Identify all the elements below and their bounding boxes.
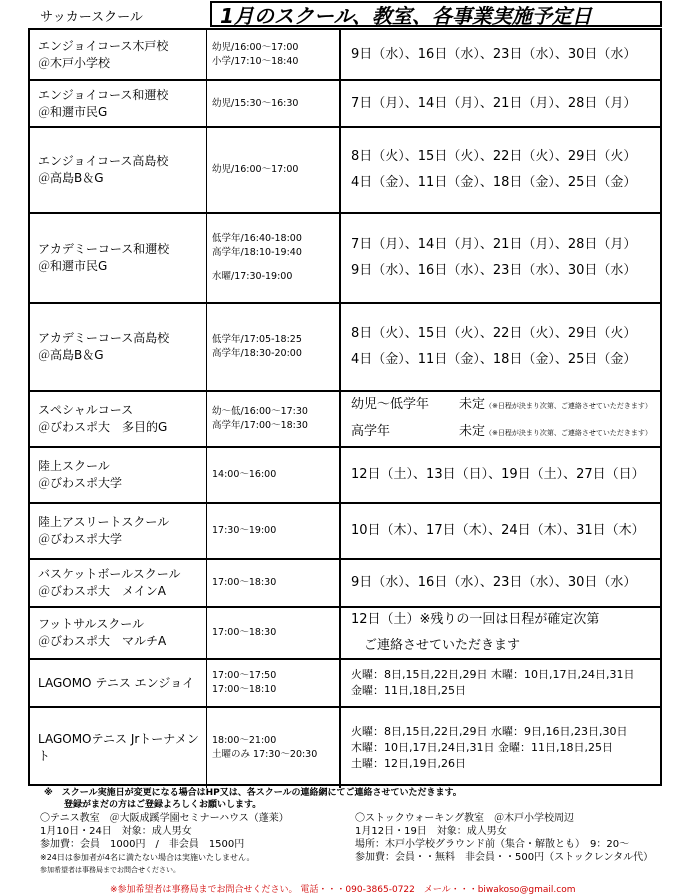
date-line: 金曜：11日,18日,25日	[351, 684, 466, 697]
course-name-line: エンジョイコース木戸校	[38, 38, 169, 53]
time-cell	[207, 660, 341, 706]
time-line: 幼～低/16:00～17:30	[212, 406, 308, 417]
header-label: サッカースクール	[40, 10, 143, 25]
walking-class-fee: 参加費：会員・・無料 非会員・・500円（ストックレンタル代）	[355, 852, 654, 863]
time-cell	[207, 708, 341, 788]
course-name-cell	[30, 660, 207, 706]
course-name-line: ＠木戸小学校	[38, 55, 111, 70]
course-name-line: エンジョイコース和邇校	[38, 87, 169, 102]
date-line: 木曜：10日,17日,24日,31日 金曜：11日,18日,25日	[351, 741, 613, 754]
table-row	[30, 128, 660, 214]
table-row	[30, 30, 660, 81]
date-line: 7日（月）、14日（月）、21日（月）、28日（月）	[351, 237, 637, 252]
course-name-line: 陸上スクール	[38, 459, 110, 473]
date-line: 8日（火）、15日（火）、22日（火）、29日（火）	[351, 149, 637, 164]
dates-cell	[341, 660, 660, 706]
date-line: 9日（水）、16日（水）、23日（水）、30日（水）	[351, 575, 637, 590]
course-name-line: ＠高島B＆G	[38, 348, 104, 362]
footer-notice-line-2: 登録がまだの方はご登録よろしくお願いします。	[64, 800, 262, 810]
time-line: 17:00～18:10	[212, 684, 277, 695]
time-line: 幼児/16:00～17:00	[212, 41, 299, 53]
time-cell	[207, 504, 341, 558]
dates-cell	[341, 392, 660, 446]
status-text: 未定	[459, 424, 486, 439]
time-line: 土曜のみ 17:30～20:30	[212, 749, 318, 760]
course-name-line: ＠びわスポ大 メインA	[38, 584, 166, 598]
status-note: （※日程が決まり次第、ご連絡させていただきます）	[485, 429, 652, 437]
time-cell	[207, 560, 341, 606]
time-cell	[207, 128, 341, 212]
dates-cell	[341, 128, 660, 212]
special-status-line	[351, 419, 660, 446]
course-name-line: スペシャルコース	[38, 403, 134, 417]
table-row	[30, 660, 660, 708]
time-line: 18:00～21:00	[212, 735, 277, 746]
time-cell	[207, 30, 341, 79]
time-cell	[207, 448, 341, 502]
dates-cell	[341, 81, 660, 126]
course-name-cell	[30, 608, 207, 658]
table-row	[30, 608, 660, 660]
table-row	[30, 81, 660, 128]
course-name-line: フットサルスクール	[38, 617, 144, 631]
status-note: （※日程が決まり次第、ご連絡させていただきます）	[485, 402, 652, 410]
time-line: 低学年/17:05-18:25	[212, 334, 302, 345]
date-line: 7日（月）、14日（月）、21日（月）、28日（月）	[351, 95, 637, 111]
time-cell	[207, 214, 341, 302]
course-name-cell	[30, 708, 207, 788]
time-line: 高学年/18:30-20:00	[212, 348, 302, 359]
time-line: 17:00～18:30	[212, 577, 277, 588]
course-name-line: LAGOMOテニス Jrトーナメント	[38, 732, 199, 763]
tennis-class-contact: 参加希望者は事務局までお問合せください。	[40, 866, 180, 874]
course-name-cell	[30, 81, 207, 126]
table-row	[30, 560, 660, 608]
tennis-class-fee: 参加費：会員 1000円 / 非会員 1500円	[40, 839, 245, 850]
walking-class-title: 〇ストックウォーキング教室 ＠木戸小学校周辺	[355, 813, 574, 824]
course-name-line: アカデミーコース高島校	[38, 331, 170, 345]
dates-cell	[341, 504, 660, 558]
date-line: 12日（土）※残りの一回は日程が確定次第	[351, 612, 600, 627]
page-title: 1月のスクール、教室、各事業実施予定日	[210, 1, 662, 27]
date-line: 火曜：8日,15日,22日,29日 木曜：10日,17日,24日,31日	[351, 668, 635, 681]
walking-class-place: 場所：木戸小学校グラウンド前（集合・解散とも） 9：20～	[355, 839, 630, 850]
dates-cell	[341, 708, 660, 788]
time-line: 低学年/16:40-18:00	[212, 233, 302, 244]
course-name-line: ＠びわスポ大 マルチA	[38, 634, 167, 648]
schedule-table	[28, 28, 662, 786]
course-name-cell	[30, 30, 207, 79]
tennis-class-title: 〇テニス教室 ＠大阪成蹊学園セミナーハウス（蓬莱）	[40, 813, 289, 824]
walking-class-info	[355, 812, 653, 864]
table-row	[30, 392, 660, 448]
dates-cell	[341, 560, 660, 606]
time-line: 高学年/18:10-19:40	[212, 247, 302, 258]
tennis-class-note: ※24日は参加者が4名に満たない場合は実施いたしません。	[40, 853, 255, 862]
time-line	[212, 260, 339, 270]
tennis-class-dates: 1月10日・24日 対象：成人男女	[40, 826, 192, 837]
walking-class-dates: 1月12日・19日 対象：成人男女	[355, 826, 507, 837]
table-row	[30, 504, 660, 560]
dates-cell	[341, 304, 660, 390]
date-line: ご連絡させていただきます	[351, 638, 521, 653]
table-row	[30, 304, 660, 392]
time-line: 小学/17:10～18:40	[212, 55, 299, 67]
time-line: 17:00～17:50	[212, 670, 277, 681]
course-name-cell	[30, 214, 207, 302]
time-line: 17:30～19:00	[212, 525, 277, 536]
time-cell	[207, 304, 341, 390]
time-line: 17:00～18:30	[212, 627, 277, 638]
dates-cell	[341, 608, 660, 658]
date-line: 10日（木）、17日（木）、24日（木）、31日（木）	[351, 523, 645, 538]
date-line: 9日（水）、16日（水）、23日（水）、30日（水）	[351, 263, 637, 278]
dates-cell	[341, 448, 660, 502]
course-name-line: 陸上アスリートスクール	[38, 515, 170, 529]
date-line: 4日（金）、11日（金）、18日（金）、25日（金）	[351, 175, 637, 190]
date-line: 火曜：8日,15日,22日,29日 水曜：9日,16日,23日,30日	[351, 725, 628, 738]
course-name-line: ＠和邇市民G	[38, 259, 108, 273]
course-name-cell	[30, 560, 207, 606]
date-line: 8日（火）、15日（火）、22日（火）、29日（火）	[351, 326, 637, 341]
date-line: 4日（金）、11日（金）、18日（金）、25日（金）	[351, 352, 637, 367]
table-row	[30, 448, 660, 504]
time-line: 高学年/17:00～18:30	[212, 420, 308, 431]
tennis-class-info	[40, 812, 289, 877]
dates-cell	[341, 214, 660, 302]
time-line: 水曜/17:30-19:00	[212, 271, 293, 282]
course-name-line: LAGOMO テニス エンジョイ	[38, 675, 195, 690]
time-line: 14:00～16:00	[212, 469, 277, 480]
course-name-line: バスケットボールスクール	[38, 567, 181, 581]
table-row	[30, 708, 660, 788]
footer-notice-line-1: ※ スクール実施日が変更になる場合はHP又は、各スクールの連絡網にてご連絡させていただきます。	[44, 788, 462, 798]
date-line: 土曜：12日,19日,26日	[351, 757, 466, 770]
status-text: 未定	[459, 397, 486, 412]
course-name-cell	[30, 128, 207, 212]
time-cell	[207, 81, 341, 126]
course-name-cell	[30, 392, 207, 446]
date-line: 12日（土）、13日（日）、19日（土）、27日（日）	[351, 467, 645, 482]
course-name-line: アカデミーコース和邇校	[38, 242, 170, 256]
time-line: 幼児/16:00～17:00	[212, 164, 299, 175]
footer-notice	[44, 787, 462, 811]
course-name-cell	[30, 304, 207, 390]
age-group-label: 高学年	[351, 424, 391, 439]
contact-info: ※参加希望者は事務局までお問合せください。 電話・・・090-3865-0722 メール・・・biwakoso@gmail.com	[110, 885, 576, 895]
dates-cell	[341, 30, 660, 79]
course-name-line: エンジョイコース高島校	[38, 154, 169, 168]
course-name-line: ＠高島B＆G	[38, 171, 104, 185]
course-name-cell	[30, 504, 207, 558]
age-group-label: 幼児～低学年	[351, 397, 430, 412]
time-cell	[207, 392, 341, 446]
special-status-line	[351, 392, 660, 419]
course-name-line: ＠びわスポ大学	[38, 532, 123, 546]
course-name-line: ＠びわスポ大 多目的G	[38, 420, 168, 434]
date-line: 9日（水）、16日（水）、23日（水）、30日（水）	[351, 46, 637, 62]
course-name-cell	[30, 448, 207, 502]
time-line: 幼児/15:30～16:30	[212, 97, 299, 109]
course-name-line: ＠びわスポ大学	[38, 476, 123, 490]
time-cell	[207, 608, 341, 658]
table-row	[30, 214, 660, 304]
course-name-line: ＠和邇市民G	[38, 104, 108, 119]
